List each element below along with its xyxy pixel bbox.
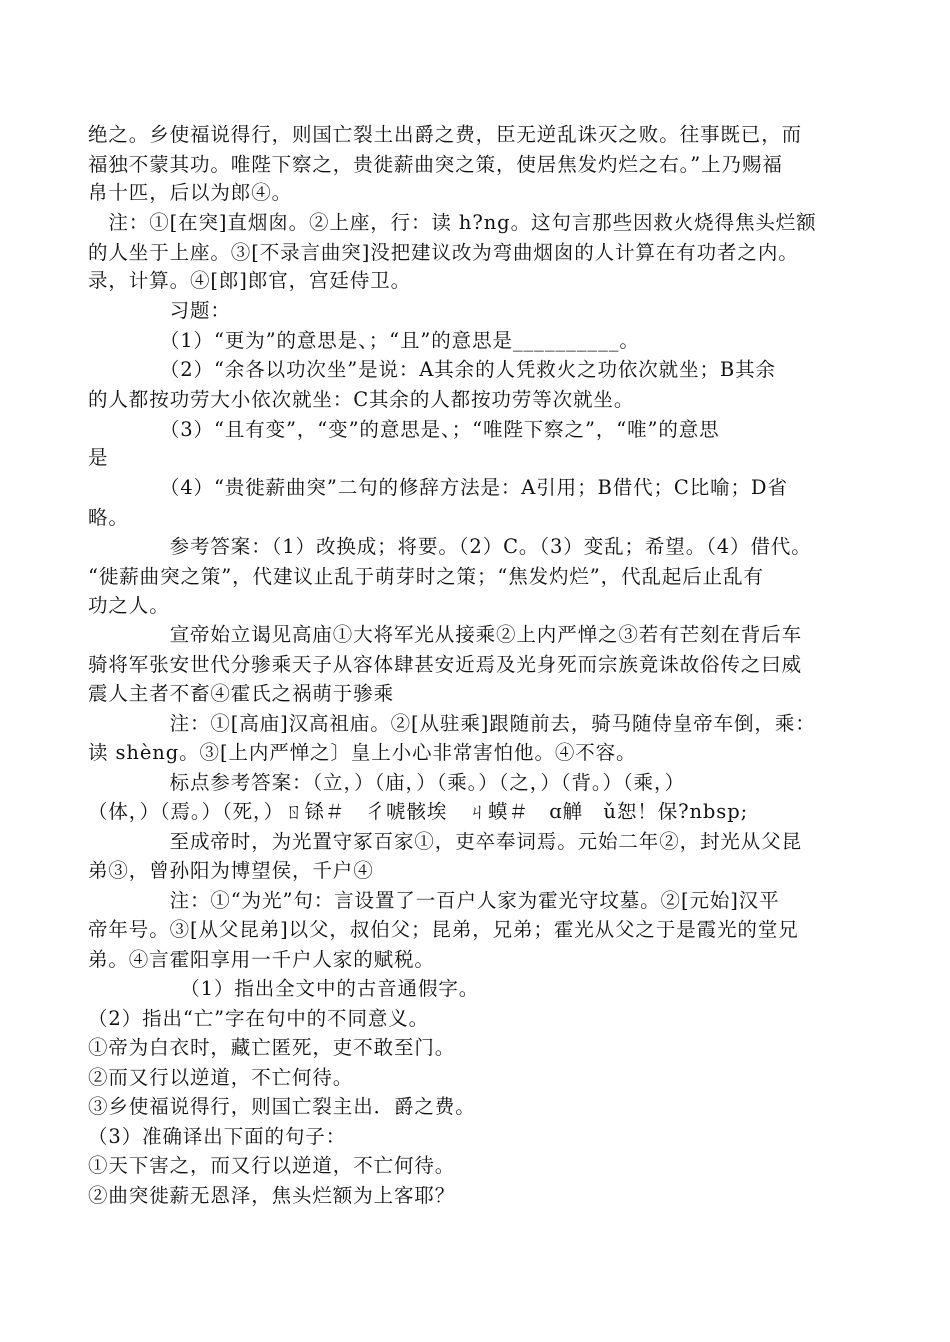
text-line: （体，）（焉。）（死，）ㄖ铩＃ 彳唬骸埃 ㄐ蟆＃ ɑ觯 ǔ恕！保?nbsp;	[88, 800, 749, 823]
text-line: （2）“余各以功次坐”是说：A其余的人凭救火之功依次就坐；B其余	[88, 358, 776, 381]
text-line: 的人都按功劳大小依次就坐：C其余的人都按功劳等次就坐。	[88, 388, 635, 411]
text-line: ②而又行以逆道，不亡何待。	[88, 1066, 354, 1089]
text-line: 标点参考答案：（立，）（庙，）（乘。）（之，）（背。）（乘，）	[88, 771, 686, 794]
text-line: 骑将军张安世代分骖乘天子从容体肆甚安近焉及光身死而宗族竟诛故俗传之曰威	[88, 653, 803, 676]
text-line: 录，计算。④[郎]郎官，宫廷侍卫。	[88, 269, 412, 292]
text-line: “徙薪曲突之策”，代建议止乱于萌芽时之策；“焦发灼烂”，代乱起后止乱有	[88, 565, 764, 588]
text-line: 习题：	[88, 299, 231, 322]
text-line: 宣帝始立谒见高庙①大将军光从接乘②上内严惮之③若有芒刻在背后车	[88, 623, 803, 646]
text-line: 弟。④言霍阳享用一千户人家的赋税。	[88, 948, 435, 971]
text-line: ③乡使福说得行，则国亡裂主出．爵之费。	[88, 1095, 476, 1118]
text-line: （1）“更为”的意思是、；“且”的意思是__________。	[88, 329, 640, 352]
text-line: 注：①[在突]直烟囱。②上座，行：读 h?ng。这句言那些因救火烧得焦头烂额	[88, 211, 817, 234]
text-line: 福独不蒙其功。唯陛下察之，贵徙薪曲突之策，使居焦发灼烂之右。”上乃赐福	[88, 153, 783, 176]
text-line: 的人坐于上座。③[不录言曲突]没把建议改为弯曲烟囱的人计算在有功者之内。	[88, 241, 799, 264]
text-line: （2）指出“亡”字在句中的不同意义。	[88, 1007, 430, 1030]
text-line: （3）“且有变”，“变”的意思是、；“唯陛下察之”，“唯”的意思	[88, 418, 720, 441]
text-line: ①帝为白衣时，藏亡匿死，吏不敢至门。	[88, 1036, 456, 1059]
text-line: 帝年号。③[从父昆弟]以父，叔伯父；昆弟，兄弟；霍光从父之于是霞光的堂兄	[88, 918, 799, 941]
text-line: 震人主者不畜④霍氏之祸萌于骖乘	[88, 682, 395, 705]
text-line: 注：①“为光”句：言设置了一百户人家为霍光守坟墓。②[元始]汉平	[88, 889, 780, 912]
text-line: 绝之。乡使福说得行，则国亡裂土出爵之费，臣无逆乱诛灭之败。往事既已，而	[88, 123, 803, 146]
text-line: 至成帝时，为光置守冢百家①，吏卒奉词焉。元始二年②，封光从父昆	[88, 830, 803, 853]
text-line: 注：①[高庙]汉高祖庙。②[从驻乘]跟随前去，骑马随侍皇帝车倒，乘：	[88, 712, 816, 735]
text-line: （4）“贵徙薪曲突”二句的修辞方法是：A引用；B借代；C比喻；D省	[88, 476, 788, 499]
text-line: 帛十匹，后以为郎④。	[88, 181, 293, 204]
text-line: 略。	[88, 506, 129, 529]
text-line: 是	[88, 446, 109, 469]
text-line: （1）指出全文中的古音通假字。	[88, 977, 480, 1000]
text-line: ②曲突徙薪无恩泽，焦头烂额为上客耶？	[88, 1184, 456, 1207]
text-line: 功之人。	[88, 594, 170, 617]
text-line: 读 shèng。③[上内严惮之〕皇上小心非常害怕他。④不容。	[88, 741, 637, 764]
text-line: 弟③，曾孙阳为博望侯，千户④	[88, 859, 374, 882]
text-line: 参考答案：（1）改换成；将要。（2）C。（3）变乱；希望。（4）借代。	[88, 535, 812, 558]
text-line: （3）准确译出下面的句子：	[88, 1125, 347, 1148]
text-line: ①天下害之，而又行以逆道，不亡何待。	[88, 1154, 456, 1177]
